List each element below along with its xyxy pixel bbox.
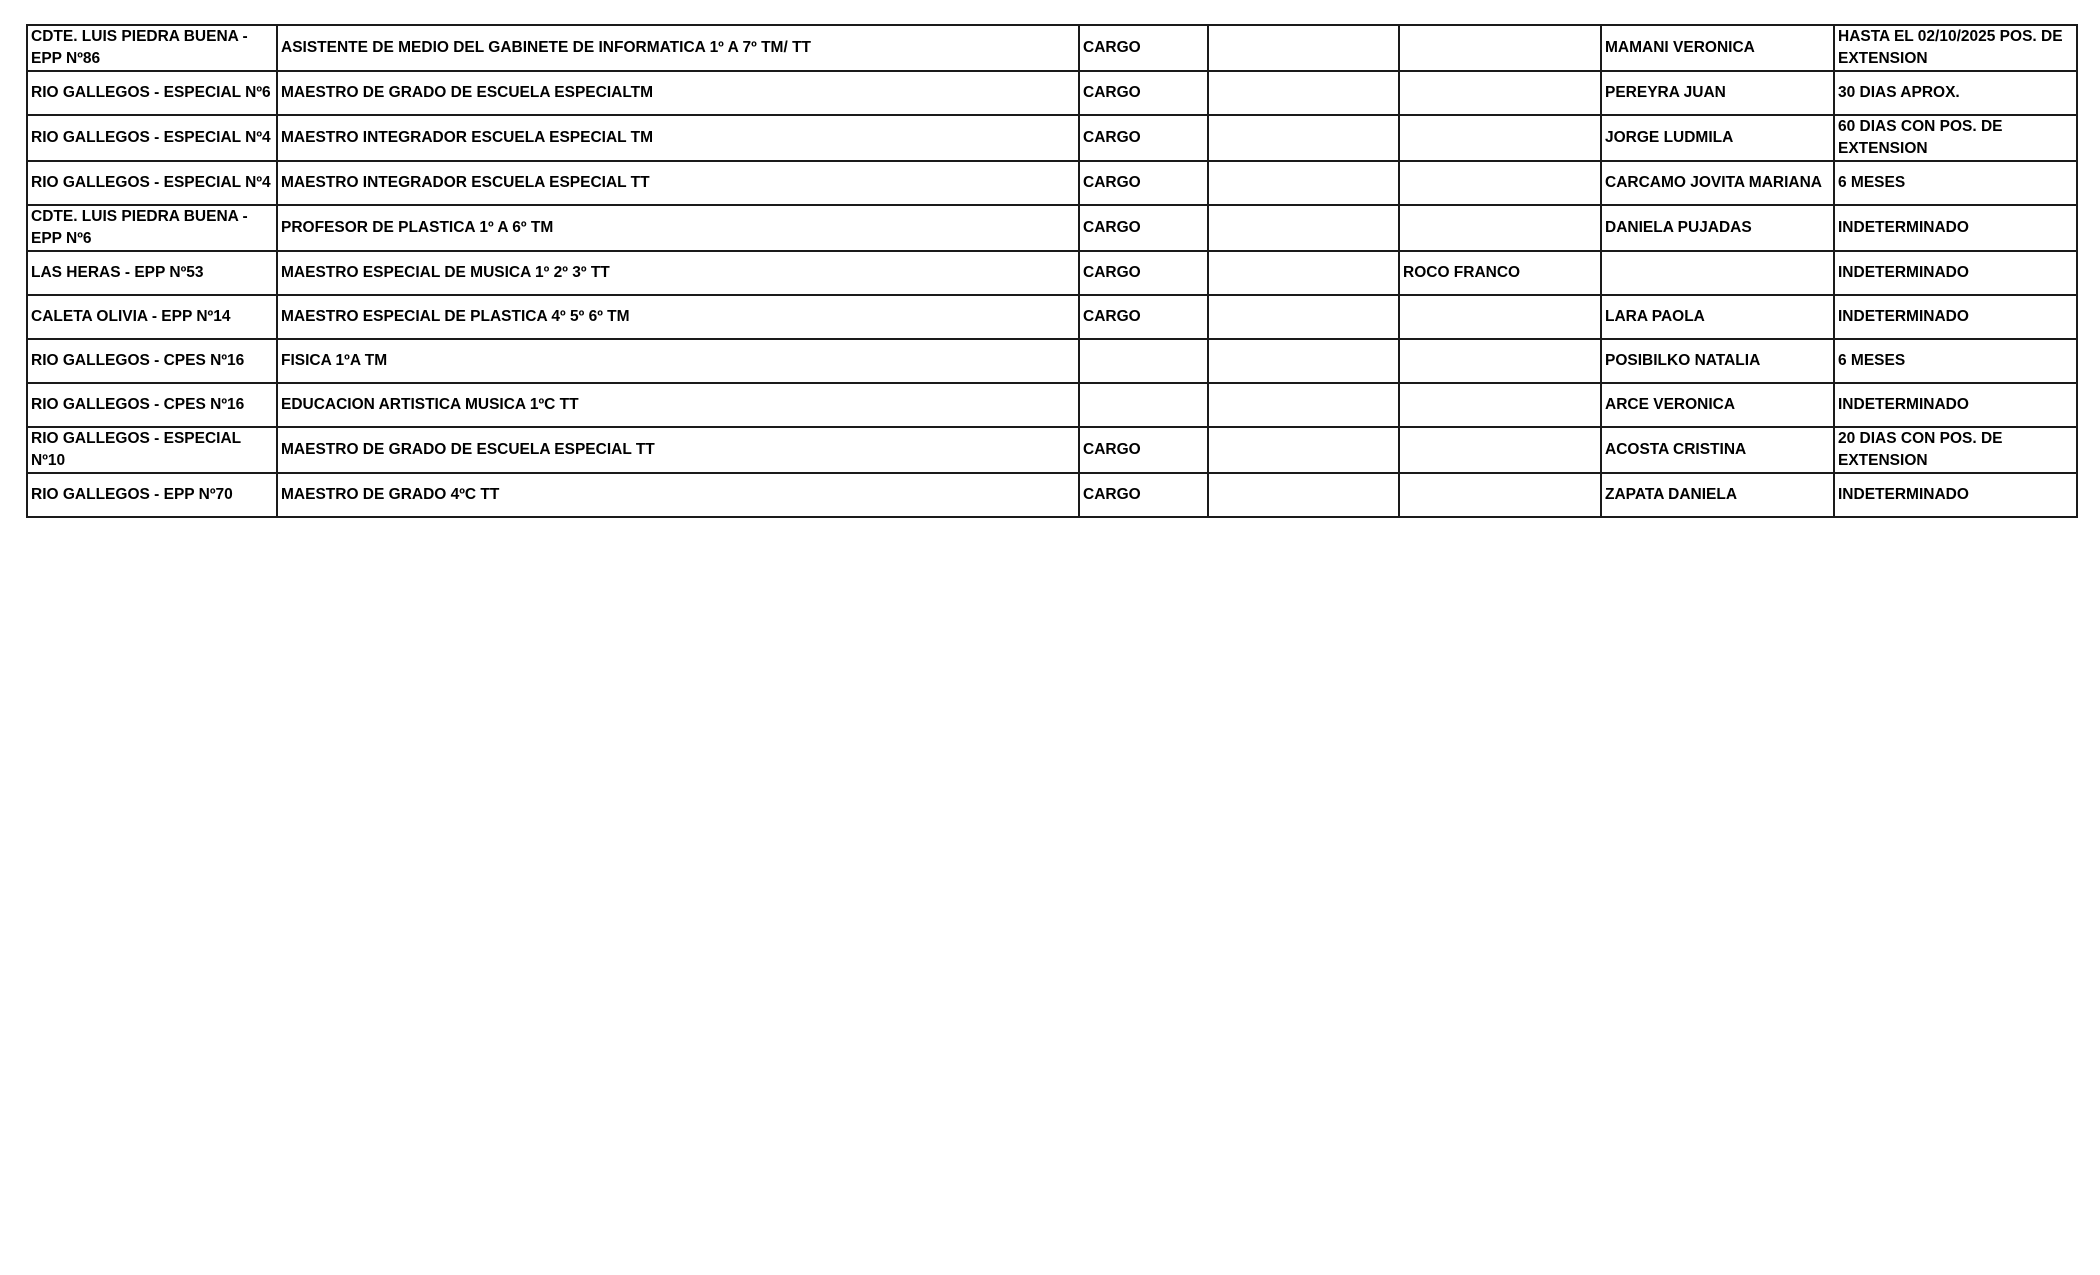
- location-cell: RIO GALLEGOS - ESPECIAL Nº4: [27, 161, 277, 205]
- substitute-cell: ARCE VERONICA: [1601, 383, 1834, 427]
- duration-cell: 60 DIAS CON POS. DE EXTENSION: [1834, 115, 2077, 161]
- substitute-cell: LARA PAOLA: [1601, 295, 1834, 339]
- table-row: [27, 473, 2077, 517]
- location-cell: RIO GALLEGOS - ESPECIAL Nº4: [27, 115, 277, 161]
- holder-cell: [1399, 383, 1601, 427]
- position-cell: PROFESOR DE PLASTICA 1º A 6º TM: [277, 205, 1079, 251]
- type-cell: CARGO: [1079, 427, 1208, 473]
- type-cell: [1079, 383, 1208, 427]
- location-cell: CDTE. LUIS PIEDRA BUENA - EPP Nº6: [27, 205, 277, 251]
- table-row: [27, 71, 2077, 115]
- location-cell: RIO GALLEGOS - ESPECIAL Nº6: [27, 71, 277, 115]
- holder-cell: ROCO FRANCO: [1399, 251, 1601, 295]
- substitute-cell: PEREYRA JUAN: [1601, 71, 1834, 115]
- empty-cell-a: [1208, 71, 1399, 115]
- substitute-cell: CARCAMO JOVITA MARIANA: [1601, 161, 1834, 205]
- table-row: [27, 25, 2077, 71]
- type-cell: [1079, 339, 1208, 383]
- data-table: [26, 24, 2078, 518]
- holder-cell: [1399, 473, 1601, 517]
- location-cell: RIO GALLEGOS - EPP Nº70: [27, 473, 277, 517]
- location-cell: RIO GALLEGOS - ESPECIAL Nº10: [27, 427, 277, 473]
- table-row: [27, 251, 2077, 295]
- substitute-cell: POSIBILKO NATALIA: [1601, 339, 1834, 383]
- position-cell: MAESTRO DE GRADO DE ESCUELA ESPECIALTM: [277, 71, 1079, 115]
- table-row: [27, 161, 2077, 205]
- location-cell: RIO GALLEGOS - CPES Nº16: [27, 339, 277, 383]
- duration-cell: 6 MESES: [1834, 339, 2077, 383]
- duration-cell: INDETERMINADO: [1834, 295, 2077, 339]
- position-cell: MAESTRO INTEGRADOR ESCUELA ESPECIAL TT: [277, 161, 1079, 205]
- holder-cell: [1399, 25, 1601, 71]
- type-cell: CARGO: [1079, 25, 1208, 71]
- substitute-cell: JORGE LUDMILA: [1601, 115, 1834, 161]
- empty-cell-a: [1208, 339, 1399, 383]
- position-cell: MAESTRO ESPECIAL DE MUSICA 1º 2º 3º TT: [277, 251, 1079, 295]
- substitute-cell: MAMANI VERONICA: [1601, 25, 1834, 71]
- position-cell: MAESTRO INTEGRADOR ESCUELA ESPECIAL TM: [277, 115, 1079, 161]
- type-cell: CARGO: [1079, 295, 1208, 339]
- empty-cell-a: [1208, 205, 1399, 251]
- empty-cell-a: [1208, 251, 1399, 295]
- duration-cell: 30 DIAS APROX.: [1834, 71, 2077, 115]
- substitute-cell: DANIELA PUJADAS: [1601, 205, 1834, 251]
- location-cell: CDTE. LUIS PIEDRA BUENA - EPP Nº86: [27, 25, 277, 71]
- position-cell: ASISTENTE DE MEDIO DEL GABINETE DE INFORMATICA 1º A 7º TM/ TT: [277, 25, 1079, 71]
- document-page: [26, 24, 2076, 518]
- type-cell: CARGO: [1079, 251, 1208, 295]
- empty-cell-a: [1208, 115, 1399, 161]
- table-row: [27, 115, 2077, 161]
- type-cell: CARGO: [1079, 473, 1208, 517]
- location-cell: RIO GALLEGOS - CPES Nº16: [27, 383, 277, 427]
- position-cell: MAESTRO ESPECIAL DE PLASTICA 4º 5º 6º TM: [277, 295, 1079, 339]
- empty-cell-a: [1208, 427, 1399, 473]
- holder-cell: [1399, 161, 1601, 205]
- holder-cell: [1399, 427, 1601, 473]
- duration-cell: INDETERMINADO: [1834, 205, 2077, 251]
- duration-cell: INDETERMINADO: [1834, 251, 2077, 295]
- duration-cell: INDETERMINADO: [1834, 473, 2077, 517]
- empty-cell-a: [1208, 25, 1399, 71]
- type-cell: CARGO: [1079, 115, 1208, 161]
- substitute-cell: [1601, 251, 1834, 295]
- table-row: [27, 205, 2077, 251]
- duration-cell: 6 MESES: [1834, 161, 2077, 205]
- substitute-cell: ACOSTA CRISTINA: [1601, 427, 1834, 473]
- table-row: [27, 427, 2077, 473]
- table-body: [27, 25, 2077, 517]
- holder-cell: [1399, 339, 1601, 383]
- type-cell: CARGO: [1079, 205, 1208, 251]
- holder-cell: [1399, 205, 1601, 251]
- location-cell: CALETA OLIVIA - EPP Nº14: [27, 295, 277, 339]
- duration-cell: INDETERMINADO: [1834, 383, 2077, 427]
- type-cell: CARGO: [1079, 71, 1208, 115]
- holder-cell: [1399, 115, 1601, 161]
- holder-cell: [1399, 295, 1601, 339]
- position-cell: EDUCACION ARTISTICA MUSICA 1ºC TT: [277, 383, 1079, 427]
- position-cell: MAESTRO DE GRADO DE ESCUELA ESPECIAL TT: [277, 427, 1079, 473]
- empty-cell-a: [1208, 295, 1399, 339]
- holder-cell: [1399, 71, 1601, 115]
- table-row: [27, 295, 2077, 339]
- position-cell: MAESTRO DE GRADO 4ºC TT: [277, 473, 1079, 517]
- table-row: [27, 339, 2077, 383]
- table-row: [27, 383, 2077, 427]
- duration-cell: HASTA EL 02/10/2025 POS. DE EXTENSION: [1834, 25, 2077, 71]
- position-cell: FISICA 1ºA TM: [277, 339, 1079, 383]
- location-cell: LAS HERAS - EPP Nº53: [27, 251, 277, 295]
- duration-cell: 20 DIAS CON POS. DE EXTENSION: [1834, 427, 2077, 473]
- empty-cell-a: [1208, 473, 1399, 517]
- empty-cell-a: [1208, 383, 1399, 427]
- empty-cell-a: [1208, 161, 1399, 205]
- substitute-cell: ZAPATA DANIELA: [1601, 473, 1834, 517]
- type-cell: CARGO: [1079, 161, 1208, 205]
